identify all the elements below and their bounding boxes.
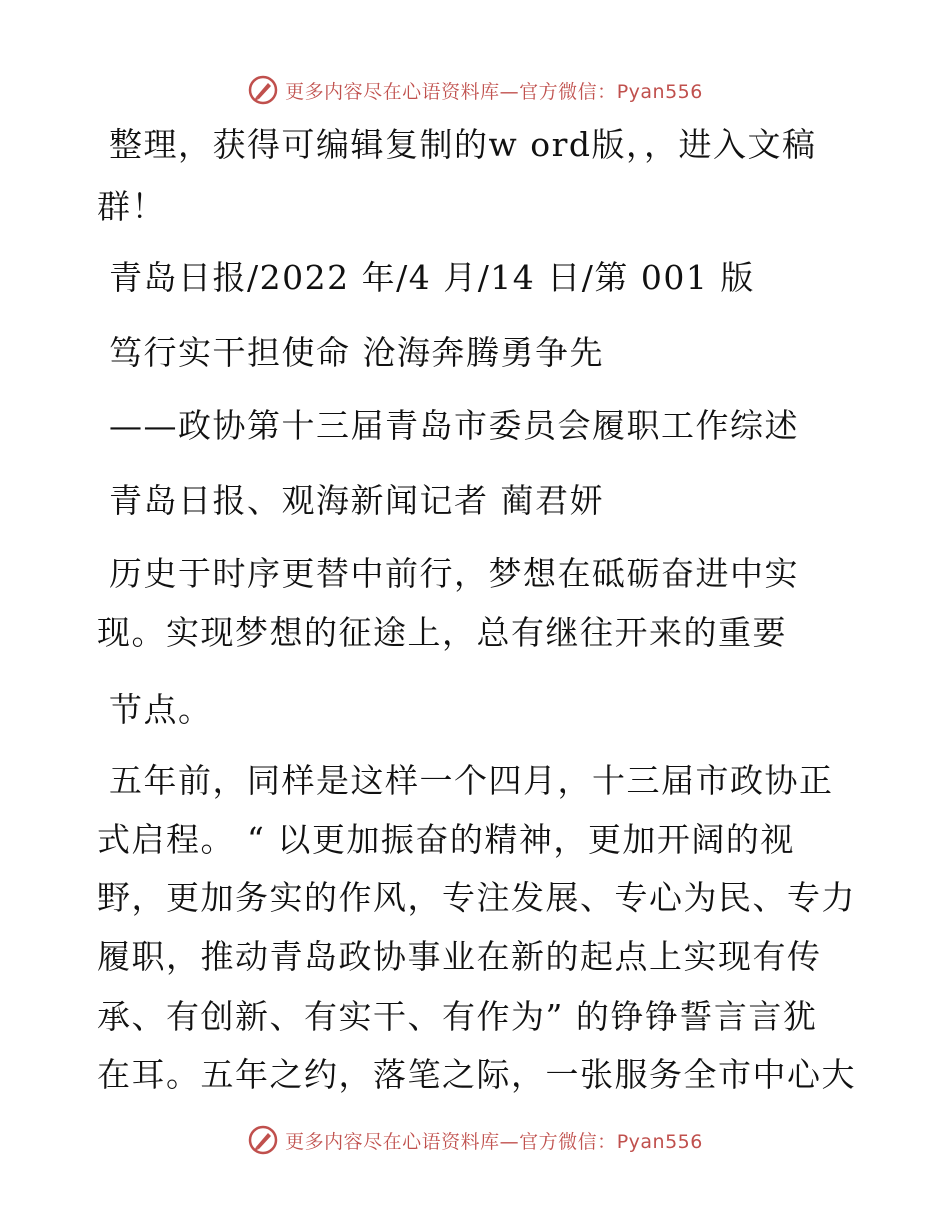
article-title: 笃行实干担使命 沧海奔腾勇争先 <box>109 333 604 372</box>
article-subtitle: ——政协第十三届青岛市委员会履职工作综述 <box>109 406 799 445</box>
byline: 青岛日报、观海新闻记者 蔺君妍 <box>109 481 604 520</box>
text-line: 履职，推动青岛政协事业在新的起点上实现有传 <box>97 937 822 976</box>
banner-separator: — <box>499 1130 520 1153</box>
banner-label: 官方微信： <box>519 80 617 103</box>
banner-text <box>285 1127 703 1154</box>
header-banner <box>0 70 950 110</box>
text-line: 野，更加务实的作风，专注发展、专心为民、专力 <box>97 878 856 917</box>
text-line: 节点。 <box>109 690 213 729</box>
text-line: 五年前，同样是这样一个四月，十三届市政协正 <box>109 761 834 800</box>
text-line: 群！ <box>97 187 166 226</box>
text-line: 现。实现梦想的征途上，总有继往开来的重要 <box>97 613 787 652</box>
banner-title: 更多内容尽在心语资料库 <box>285 1130 500 1153</box>
footer-banner <box>0 1120 950 1160</box>
banner-text <box>285 77 703 104</box>
banner-title: 更多内容尽在心语资料库 <box>285 80 500 103</box>
pen-nib-logo-icon <box>247 74 279 106</box>
banner-label: 官方微信： <box>519 1130 617 1153</box>
pen-nib-logo-icon <box>247 1124 279 1156</box>
banner-account: Pyan556 <box>616 1130 703 1153</box>
text-line: 整理，获得可编辑复制的w ord版，，进入文稿 <box>109 125 817 164</box>
dateline: 青岛日报/2022 年/4 月/14 日/第 001 版 <box>109 258 755 297</box>
text-line: 历史于时序更替中前行，梦想在砥砺奋进中实 <box>109 554 799 593</box>
text-line: 在耳。五年之约，落笔之际，一张服务全市中心大 <box>97 1055 856 1094</box>
banner-account: Pyan556 <box>616 80 703 103</box>
text-line: 承、有创新、有实干、有作为” 的铮铮誓言言犹 <box>97 997 818 1036</box>
banner-separator: — <box>499 80 520 103</box>
text-line: 式启程。 “ 以更加振奋的精神，更加开阔的视 <box>97 820 795 859</box>
